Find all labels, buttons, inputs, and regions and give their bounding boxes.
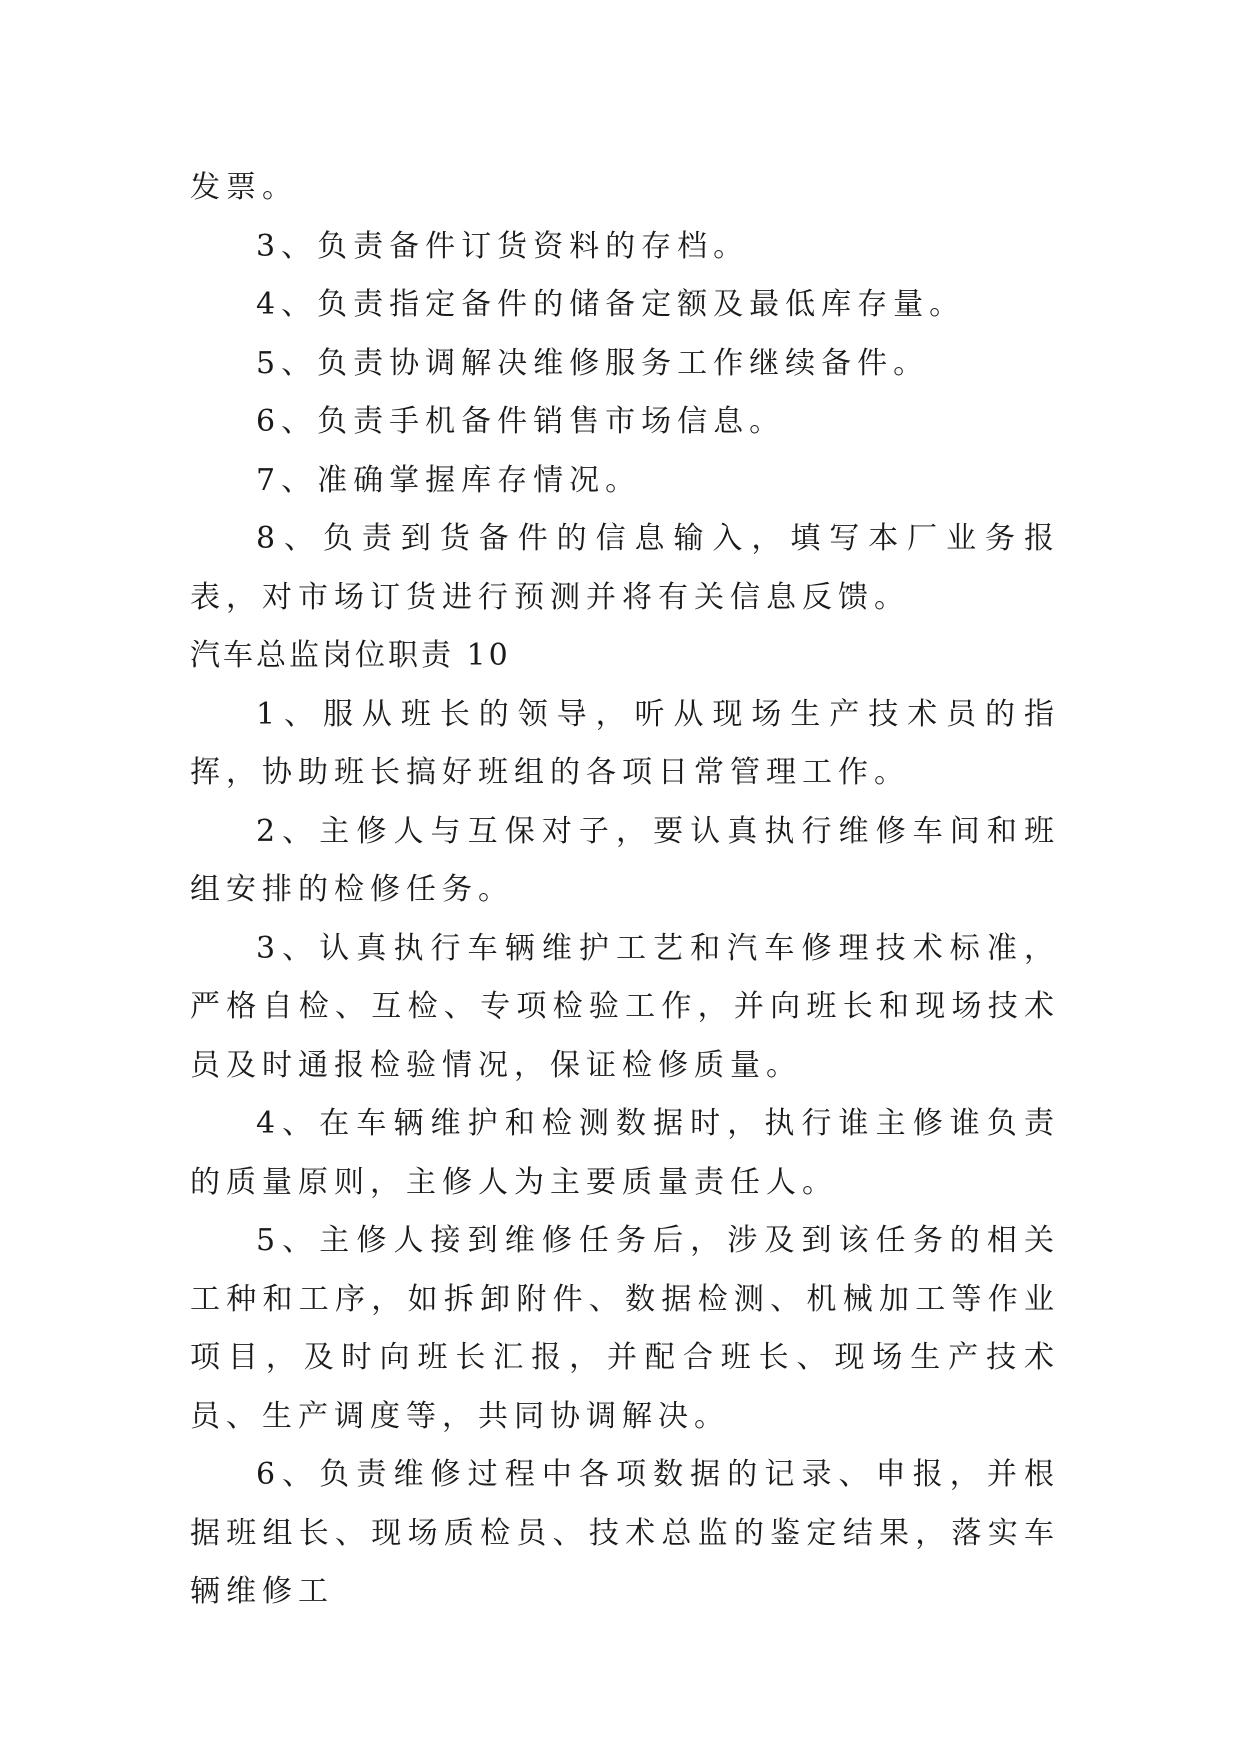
- paragraph-section-item-6: 6、负责维修过程中各项数据的记录、申报，并根据班组长、现场质检员、技术总监的鉴定结果，落实车辆维修工: [190, 1457, 1060, 1609]
- paragraph-section-item-1: 1、服从班长的领导，听从现场生产技术员的指挥，协助班长搞好班组的各项日常管理工作。: [190, 696, 1060, 790]
- paragraph-item-8: 8、负责到货备件的信息输入，填写本厂业务报表，对市场订货进行预测并将有关信息反馈。: [190, 521, 1060, 615]
- paragraph-item-6: 6、负责手机备件销售市场信息。: [256, 404, 786, 439]
- paragraph-item-3: 3、负责备件订货资料的存档。: [256, 228, 750, 264]
- paragraph-item-7: 7、准确掌握库存情况。: [256, 462, 642, 498]
- paragraph-item-5: 5、负责协调解决维修服务工作继续备件。: [256, 345, 930, 381]
- paragraph-continuation: 发票。: [190, 170, 298, 205]
- section-heading: 汽车总监岗位职责 10: [190, 638, 511, 673]
- paragraph-item-4: 4、负责指定备件的储备定额及最低库存量。: [256, 287, 966, 322]
- paragraph-section-item-3: 3、认真执行车辆维护工艺和汽车修理技术标准，严格自检、互检、专项检验工作，并向班长和现场技术员及时通报检验情况，保证检修质量。: [190, 930, 1060, 1083]
- paragraph-section-item-2: 2、主修人与互保对子，要认真执行维修车间和班组安排的检修任务。: [190, 813, 1060, 907]
- document-body: [190, 159, 1060, 1622]
- paragraph-section-item-4: 4、在车辆维护和检测数据时，执行谁主修谁负责的质量原则，主修人为主要质量责任人。: [190, 1106, 1060, 1200]
- paragraph-section-item-5: 5、主修人接到维修任务后，涉及到该任务的相关工种和工序，如拆卸附件、数据检测、机械加工等作业项目，及时向班长汇报，并配合班长、现场生产技术员、生产调度等，共同协调解决。: [190, 1223, 1060, 1434]
